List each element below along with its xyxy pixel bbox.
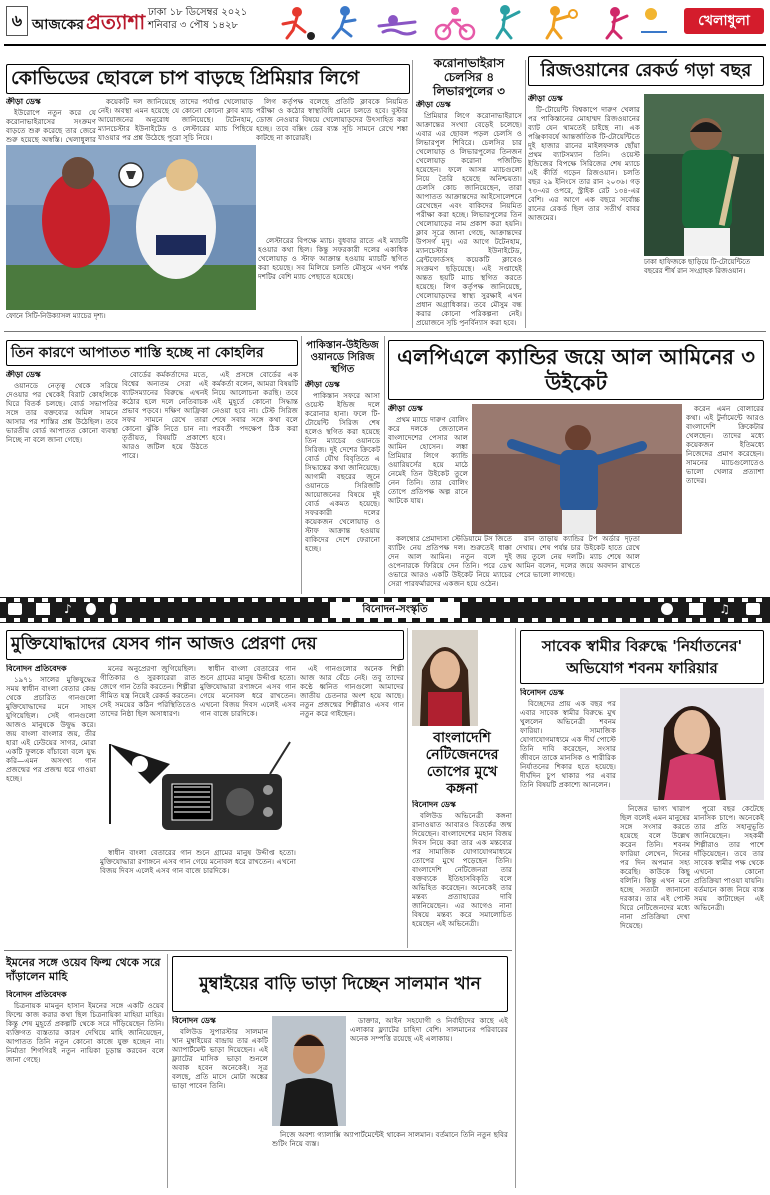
bpl-col1 (388, 404, 468, 530)
chelsea-body (416, 100, 522, 326)
premier-col2 (98, 97, 253, 142)
kohli-byline: ক্রীড়া ডেস্ক (6, 370, 41, 379)
salman-col3 (272, 1130, 508, 1186)
section-label: খেলাধুলা (698, 13, 750, 29)
bpl-col2-text: কলম্বোর প্রেমাদাসা স্টেডিয়ামে টস জিতে ব্যাটিং নেয় প্রতিপক্ষ দল। শুরুতেই ধাক্কা দেন আল আমিন। নতুন বলে দুই ওপেনারকে ফিরিয়ে দেন তিনি। পরে ডেথ ওভারে আরও একটি উইকেট নিয়ে ম্যাচের সেরা পারফর্মারদের একজন হয়ে ওঠেন। (388, 534, 512, 588)
sports-strip-art (275, 2, 675, 42)
salman-photo (272, 1016, 346, 1126)
salman-byline: বিনোদন ডেস্ক (172, 1016, 216, 1025)
film-camera-icon (746, 603, 760, 615)
masthead-rule (4, 44, 766, 46)
kohli-col3 (212, 370, 298, 592)
bpl-photo (472, 404, 682, 534)
masthead (0, 0, 770, 46)
film-band (0, 597, 770, 623)
mukti-headline: মুক্তিযোদ্ধাদের যেসব গান আজও প্রেরণা দেয় (11, 634, 317, 655)
mukti-col4-text: এই গানগুলোর অনেক শিল্পী আজ আর বেঁচে নেই। তবু তাদের কণ্ঠে ধ্বনিত গানগুলো আমাদের জাতীয় চেতনার অংশ হয়ে আছে। নতুন প্রজন্মের শিল্পীরাও এসব গান নতুন করে গাইছেন। (300, 664, 404, 718)
kohli-col2 (122, 370, 208, 592)
premier-photo (6, 145, 256, 310)
mukti-col2 (100, 664, 196, 730)
divider-mukti-kangana (407, 628, 408, 948)
kohli-col3-text: এই প্রসঙ্গে বোর্ডের এক কর্মকর্তা বলেন, আমরা বিষয়টি নিয়ে আলোচনা করছি। তবে এই মুহূর্তে কোনো সিদ্ধান্ত নেওয়া হবে না। টেস্ট সিরিজ শেষে সবার সঙ্গে কথা বলে পরবর্তী পদক্ষেপ ঠিক করা হবে। (212, 370, 298, 442)
section-banner (684, 8, 764, 34)
premier-col3 (256, 97, 408, 233)
mahi-headline: ইমনের সঙ্গে ওয়েব ফিল্ম থেকে সরে দাঁড়ালেন মাহি (6, 956, 161, 983)
rizwan-body (528, 94, 640, 326)
kangana-headline: বাংলাদেশি নেটিজেনদের তোপের মুখে কঙ্গনা (425, 730, 499, 797)
rizwan-caption: ঢাকা হাফিজকে ছাড়িয়ে টি-টোয়েন্টিতে বছরের শীর্ষ রান সংগ্রাহক রিজওয়ান। (644, 258, 751, 275)
kohli-col2-text: বোর্ডের কর্মকর্তাদের মতে, বিশ্বের অন্যতম সেরা এই ব্যাটসম্যানের বিরুদ্ধে এখনই কঠোর হলে দলে নেতিবাচক প্রভাব পড়বে। দক্ষিণ আফ্রিকা সফর সামনে রেখে তারা কোনো ঝুঁকি নিতে চান না। তৃতীয়ত, বিষয়টি প্রকাশ্যে আরও জটিল হয়ে উঠতে পারে। (122, 370, 208, 460)
kohli-headline: তিন কারণে আপাতত শাস্তি হচ্ছে না কোহলির (11, 344, 264, 361)
shabnam-col2 (620, 804, 690, 1188)
shabnam-col3-text: পুরো বছর কেটেছে মানসিক চাপে। অনেকেই তার প্রতি সহানুভূতি জানিয়েছেন। সহকর্মী শিল্পীরাও তার পাশে দাঁড়িয়েছেন। তবে তার সাবেক স্বামীর পক্ষ থেকে এখনো কোনো প্রতিক্রিয়া পাওয়া যায়নি। বর্তমানে কাজ নিয়ে ব্যস্ত সময় কাটাচ্ছেন এই অভিনেত্রী। (694, 804, 764, 912)
actress-photo (620, 688, 764, 800)
shabnam-byline: বিনোদন ডেস্ক (520, 688, 564, 697)
bpl-col4 (686, 404, 764, 592)
rizwan-headline-box (528, 56, 764, 86)
rule-mukti-mahi (4, 950, 512, 951)
actress-portrait (412, 630, 478, 726)
football-match-photo (6, 145, 256, 310)
pakwi-headline-box (305, 340, 380, 376)
kangana-photo (412, 630, 478, 726)
chelsea-headline: করোনাভাইরাস চেলসির ৪ লিভারপুলের ৩ (433, 56, 505, 98)
mahi-byline: বিনোদন প্রতিবেদক (6, 990, 67, 999)
mukti-col3 (200, 664, 296, 730)
film-camera-icon (8, 603, 22, 615)
bpl-col1-text: প্রথম ম্যাচে দারুণ বোলিং করে দলকে জেতালেন বাংলাদেশের পেসার আল আমিন হোসেন। লঙ্কা প্রিমিয়ার লিগে ক্যান্ডি ওয়ারিয়র্সের হয়ে মাঠে নেমেই তিন উইকেট তুলে নেন তিনি। তার বোলিং তোপে প্রতিপক্ষ অল্প রানে আটকে যায়। (388, 415, 468, 505)
date-block (148, 6, 268, 32)
rizwan-byline: ক্রীড়া ডেস্ক (528, 94, 563, 103)
clapperboard-icon (689, 603, 703, 615)
shabnam-col1 (520, 688, 616, 1188)
mukti-col4 (300, 664, 404, 946)
actor-portrait (272, 1016, 346, 1126)
shabnam-headline-box (520, 630, 764, 684)
pakwi-headline: পাকিস্তান-উইন্ডিজ ওয়ানডে সিরিজ স্থগিত (306, 340, 379, 375)
mukti-radio-illustration (100, 734, 296, 844)
salman-col2-text: ডাক্তার, আইন সহযোগী ও নির্বাহীদের কাছে এই এলাকার ফ্ল্যাটের চাহিদা বেশি। সালমানের পরিবারের অনেক সম্পত্তি রয়েছে এই এলাকায়। (350, 1016, 508, 1043)
mukti-byline: বিনোদন প্রতিবেদক (6, 664, 67, 673)
salman-col1-text: বলিউড সুপারস্টার সালমান খান মুম্বাইয়ের বান্দ্রায় তার একটি অ্যাপার্টমেন্ট ভাড়া দিয়েছেন। এই ফ্ল্যাটের মাসিক ভাড়া শুনলে অবাক হবেন অনেকেই। সূত্র বলছে, প্রতি মাসে মোটা অঙ্কের ভাড়া পাবেন তিনি। (172, 1027, 268, 1090)
bowler-celebration-photo (472, 404, 682, 534)
kangana-body (412, 800, 512, 946)
mukti-col2-text: মনের অনুপ্রেরণা জুগিয়েছিল। গীতিকার ও সুরকারেরা রাত জেগে গান তৈরি করতেন। শিল্পীরা সীমিত যন্ত্র নিয়েই রেকর্ড করতেন। সেই সময়ের কঠিন পরিস্থিতিতেও তাদের নিষ্ঠা ছিল অসাধারণ। (100, 664, 196, 718)
divider-kohli-pak (301, 336, 302, 594)
premier-caption: ফোনে সিটি-নিউক্যাসল ম্যাচের দৃশ্য। (6, 312, 106, 320)
premier-col4 (258, 236, 408, 326)
kangana-body-text: বলিউড অভিনেত্রী কঙ্গনা রানাওয়াত আবারও বিতর্কের জন্ম দিয়েছেন। বাংলাদেশের মহান বিজয় দিবস নিয়ে করা তার এক মন্তব্যের পর সামাজিক যোগাযোগমাধ্যমে তোপের মুখে পড়েছেন তিনি। বাংলাদেশি নেটিজেনরা তার বক্তব্যকে ইতিহাসবিকৃতি বলে অভিহিত করেছেন। অনেকেই তার মন্তব্য প্রত্যাহারের দাবি জানিয়েছেন। এর আগেও নানা বিষয়ে মন্তব্য করে সমালোচিত হয়েছেন এই অভিনেত্রী। (412, 811, 512, 928)
divider-chelsea-rizwan (525, 60, 526, 328)
shabnam-col2-text: নিজের ভাগ্য খারাপ ছিল বলেই এমন মানুষের সঙ্গে সংসার করতে হয়েছে বলে উল্লেখ করেন তিনি। শবনম ফারিয়া লেখেন, দিনের পর দিন অপমান সহ্য করেছি। কাউকে কিছু বলিনি। কিন্তু এখন মনে হচ্ছে সত্যটা জানানো দরকার। তার এই পোস্ট ঘিরে নেটিজেনদের মধ্যে নানা প্রতিক্রিয়া দেখা দিয়েছে। (620, 804, 690, 930)
film-band-holes-bottom (0, 618, 770, 622)
microphone-icon (110, 603, 116, 615)
mukti-col1-text: ১৯৭১ সালের মুক্তিযুদ্ধের সময় স্বাধীন বাংলা বেতার কেন্দ্র থেকে প্রচারিত গানগুলো মুক্তিযোদ্ধাদের মনে সাহস যুগিয়েছিল। সেই গানগুলো আজও মানুষকে উদ্বুদ্ধ করে। জয় বাংলা বাংলার জয়, তীর হারা এই ঢেউয়ের সাগর, মোরা একটি ফুলকে বাঁচাবো বলে যুদ্ধ করি—এমন অসংখ্য গান প্রজন্মের পর প্রজন্ম ধরে গাওয়া হচ্ছে। (6, 675, 96, 783)
film-band-frames-right (480, 603, 760, 617)
salman-col3-text: নিজে অবশ্য গ্যালাক্সি অ্যাপার্টমেন্টেই থাকেন সালমান। বর্তমানে তিনি নতুন ছবির শুটিং নিয়ে ব্যস্ত। (272, 1130, 508, 1148)
mahi-body-text: চিত্রনায়ক মামনুন হাসান ইমনের সঙ্গে একটি ওয়েব ফিল্মে কাজ করার কথা ছিল চিত্রনায়িকা মাহিয়া মাহির। কিন্তু শেষ মুহূর্তে প্রকল্পটি থেকে সরে দাঁড়িয়েছেন তিনি। ব্যক্তিগত ব্যস্ততার কারণ দেখিয়ে মাহি জানিয়েছেন, আপাতত তিনি নতুন কোনো কাজে যুক্ত হচ্ছেন না। নির্মাতা শিগগিরই নতুন নায়িকা চূড়ান্ত করবেন বলে জানা গেছে। (6, 1001, 164, 1064)
salman-col2 (350, 1016, 508, 1126)
rizwan-photo (644, 94, 764, 256)
mahi-body (6, 990, 164, 1186)
rizwan-body-text: টি-টোয়েন্টি বিশ্বকাপে দারুণ খেলার পর পাকিস্তানের মোহাম্মদ রিজওয়ানের ব্যাট যেন থামতেই চাইছে না। এক পঞ্জিকাবর্ষে আন্তর্জাতিক টি-টোয়েন্টিতে দুই হাজার রানের মাইলফলক ছোঁয়া প্রথম ব্যাটসম্যান তিনি। ওয়েস্ট ইন্ডিজের বিপক্ষে সিরিজের শেষ ম্যাচে এই কীর্তি গড়েন রিজওয়ান। চলতি বছর ২৯ ইনিংসে তার রান ২০৩৬। গড় ৭৩-এর ওপরে, স্ট্রাইক রেট ১৩৪-এর বেশি। এর আগে এক বছরে সর্বোচ্চ রানের রেকর্ড ছিল তার সতীর্থ বাবর আজমের। (528, 105, 640, 222)
mahi-headline-box (6, 956, 164, 984)
mukti-headline-box (6, 630, 404, 660)
kangana-headline-box (412, 730, 512, 798)
brand-logo (32, 8, 145, 34)
cricketer-photo (644, 94, 764, 256)
shabnam-headline: সাবেক স্বামীর বিরুদ্ধে 'নির্যাতনের' অভিযোগ শবনম ফারিয়ার (541, 637, 743, 677)
mukti-col2b-text: স্বাধীন বাংলা বেতারের গান শুনে গ্রামের মানুষ উদ্দীপ্ত হতো। মুক্তিযোদ্ধারা রণাঙ্গনে এসব গান গেয়ে মনোবল ধরে রাখতেন। এখনো বিজয় দিবস এলেই এসব গান বাজে চারদিকে। (100, 848, 296, 875)
divider-pak-bpl (384, 336, 385, 594)
music-note-icon: ♫ (719, 602, 730, 616)
guitar-icon (86, 603, 96, 615)
salman-col1 (172, 1016, 268, 1186)
salman-headline: মুম্বাইয়ের বাড়ি ভাড়া দিচ্ছেন সালমান খান (199, 974, 481, 994)
premier-headline: কোভিডের ছোবলে চাপ বাড়ছে প্রিমিয়ার লিগে (11, 67, 360, 90)
kohli-col1-text: ওয়ানডে নেতৃত্ব থেকে সরিয়ে দেওয়ার পর থেকেই বিরাট কোহলিকে ঘিরে বিতর্ক চলছে। বোর্ড সভাপতির সঙ্গে তার বক্তব্যের অমিল সামনে আসার পর শাস্তির প্রশ্ন উঠেছিল। তবে ভারতীয় বোর্ড আপাতত কোনো ব্যবস্থা নিচ্ছে না বলে জানা গেছে। (6, 381, 118, 444)
brand-name: প্রত্যাশা (85, 10, 146, 34)
date-line: ঢাকা ১৮ ডিসেম্বর ২০২১ (148, 7, 248, 18)
premier-headline-box (6, 64, 410, 94)
shabnam-photo (620, 688, 764, 800)
film-band-frames-left (8, 603, 308, 617)
premier-col1-text: ইউরোপে নতুন করে যে করোনাভাইরাসের সংক্রমণ বাড়তে শুরু করেছে তার জেরে শুরু হয়েছে অস্বস্তি। খেলাধুলার (6, 108, 96, 144)
rizwan-headline: রিজওয়ানের রেকর্ড গড়া বছর (540, 59, 752, 81)
kohli-col1 (6, 370, 118, 592)
music-note-icon: ♪ (64, 602, 72, 616)
pakwi-body (305, 380, 380, 592)
chelsea-headline-box (416, 56, 522, 98)
bpl-headline: এলপিএলে ক্যান্ডির জয়ে আল আমিনের ৩ উইকেট (397, 344, 755, 395)
kohli-headline-box (6, 340, 298, 366)
rule-row1 (4, 331, 766, 332)
sports-icon-strip (275, 2, 675, 42)
salman-headline-box (172, 956, 508, 1012)
mukti-col2b (100, 848, 296, 946)
page-number: ৬ (11, 10, 23, 30)
brand-prefix: আজকের (32, 17, 84, 33)
mukti-col1 (6, 664, 96, 946)
film-band-label: বিনোদন-সংস্কৃতি (362, 603, 428, 615)
bpl-col3 (516, 534, 640, 592)
premier-col3-text: লিগ কর্তৃপক্ষ বলেছে প্রতিটি ক্লাবকে নিয়মিত পরীক্ষা ও কঠোর স্বাস্থ্যবিধি মেনে চলতে হবে। বুস্টার ডোজ নেওয়ার বিষয়ে খেলোয়াড়দের উৎসাহিত করা হচ্ছে। তবে বক্সিং ডের ব্যস্ত সূচি সামনে রেখে শঙ্কা কাটছে না কারোরই। (256, 97, 408, 142)
mukti-col3-text: স্বাধীন বাংলা বেতারের গান শুনে গ্রামের মানুষ উদ্দীপ্ত হতো। মুক্তিযোদ্ধারা রণাঙ্গনে এসব গান গেয়ে মনোবল ধরে রাখতেন। এখনো বিজয় দিবস এলেই এসব গান বাজে চারদিকে। (200, 664, 296, 718)
kangana-byline: বিনোদন ডেস্ক (412, 800, 456, 809)
day-line: শনিবার ৩ পৌষ ১৪২৮ (148, 20, 238, 31)
premier-byline: ক্রীড়া ডেস্ক (6, 97, 41, 106)
pakwi-body-text: পাকিস্তান সফরে আসা ওয়েস্ট ইন্ডিজ দলে করোনার হানা। ফলে টি-টোয়েন্টি সিরিজ শেষ হলেও স্থগিত করা হয়েছে তিন ম্যাচের ওয়ানডে সিরিজ। দুই দেশের ক্রিকেট বোর্ড যৌথ বিবৃতিতে এ সিদ্ধান্তের কথা জানিয়েছে। আগামী বছরের জুনে ওয়ানডে সিরিজটি আয়োজনের বিষয়ে দুই বোর্ড একমত হয়েছে। সফরকারী দলের কয়েকজন খেলোয়াড় ও স্টাফ আক্রান্ত হওয়ায় বাকিদের দেশে ফেরানো হচ্ছে। (305, 391, 380, 553)
film-reel-icon (661, 603, 673, 615)
bpl-col2 (388, 534, 512, 592)
clapperboard-icon (36, 603, 50, 615)
film-band-label-box (330, 602, 460, 618)
bpl-col4-text: করেন এমন বোলারের কথা। এই টুর্নামেন্টে আরও বাংলাদেশি ক্রিকেটার খেলছেন। তাদের মধ্যে কয়েকজন ইতিমধ্যে নিজেদের প্রমাণ করেছেন। সামনের ম্যাচগুলোতেও ভালো খেলার প্রত্যাশা তাদের। (686, 404, 764, 485)
chelsea-body-text: প্রিমিয়ার লিগে করোনাভাইরাসে আক্রান্তের সংখ্যা বেড়েই চলেছে। এবার এর ছোবল পড়ল চেলসি ও লিভারপুল শিবিরে। চেলসির চার খেলোয়াড় ও লিভারপুলের তিনজন খেলোয়াড় করোনা পজিটিভ হয়েছেন। ফলে আসন্ন ম্যাচগুলো নিয়ে তৈরি হয়েছে অনিশ্চয়তা। চেলসি কোচ জানিয়েছেন, তারা আপাতত আক্রান্তদের আইসোলেশনে রেখেছেন এবং বাকিদের নিয়মিত পরীক্ষা করা হচ্ছে। লিভারপুলের তিন খেলোয়াড়ের নাম প্রকাশ করা হয়নি। ক্লাব সূত্রে জানা গেছে, আক্রান্তদের উপসর্গ মৃদু। এর আগে টটেনহাম, ম্যানচেস্টার ইউনাইটেড, ব্রেন্টফোর্ডসহ কয়েকটি ক্লাবেও সংক্রমণ ছড়িয়েছে। এই সপ্তাহেই অন্তত ছয়টি ম্যাচ স্থগিত করতে হয়েছে। লিগ কর্তৃপক্ষ জানিয়েছে, খেলোয়াড়দের স্বাস্থ্য সুরক্ষাই এখন প্রধান অগ্রাধিকার। তবে মৌসুম বন্ধ করার কোনো পরিকল্পনা নেই। প্রয়োজনে সূচি পুনর্বিন্যাস করা হবে। (416, 111, 522, 326)
bpl-headline-box (388, 340, 764, 400)
radio-flag-illustration (100, 734, 296, 844)
divider-mahi-salman (167, 954, 168, 1188)
pakwi-byline: ক্রীড়া ডেস্ক (305, 380, 340, 389)
page-number-box (6, 6, 28, 36)
shabnam-col3 (694, 804, 764, 1188)
shabnam-col1-text: বিচ্ছেদের প্রায় এক বছর পর এবার সাবেক স্বামীর বিরুদ্ধে মুখ খুললেন অভিনেত্রী শবনম ফারিয়া। সামাজিক যোগাযোগমাধ্যমে এক দীর্ঘ পোস্টে তিনি দাবি করেছেন, সংসার জীবনে তাকে মানসিক ও শারীরিক নির্যাতনের শিকার হতে হয়েছে। দীর্ঘদিন চুপ থাকার পর এবার তিনি বিষয়টি প্রকাশ্যে আনলেন। (520, 699, 616, 789)
bpl-byline: ক্রীড়া ডেস্ক (388, 404, 423, 413)
premier-col4-text: লেস্টারের বিপক্ষে ম্যাচ। বুধবার রাতে এই ম্যাচটি হওয়ার কথা ছিল। কিন্তু সফরকারী দলের একাধিক খেলোয়াড় ও স্টাফ আক্রান্ত হওয়ায় ম্যাচটি স্থগিত করা হয়েছে। সব মিলিয়ে চলতি মৌসুমে এখন পর্যন্ত দশটির বেশি ম্যাচ পেছাতে হয়েছে। (258, 236, 408, 281)
divider-kangana-shabnam (515, 628, 516, 1188)
divider-premier-chelsea (412, 60, 413, 328)
chelsea-byline: ক্রীড়া ডেস্ক (416, 100, 451, 109)
premier-col2-text: কয়েকটি দল জানিয়েছে তাদের পর্যাপ্ত খেলোয়াড় নেই। অবস্থা এমন হয়েছে যে কোনো কোনো ক্লাব ম্যাচ আয়োজনের অনুরোধ জানিয়েছে। টটেনহাম, ম্যানচেস্টার ইউনাইটেড ও লেস্টারের ম্যাচ পিছিয়ে যাওয়ার পর প্রশ্ন উঠেছে পুরো সূচি নিয়ে। (98, 97, 253, 142)
bpl-col3-text: রান তাড়ায় ক্যান্ডির টপ অর্ডার দৃঢ়তা দেখায়। শেষ পর্যন্ত চার উইকেট হাতে রেখে জয় তুলে নেয় দলটি। ম্যাচ শেষে আল আমিন বলেন, দলের জয়ে অবদান রাখতে পেরে ভালো লাগছে। (516, 534, 640, 579)
